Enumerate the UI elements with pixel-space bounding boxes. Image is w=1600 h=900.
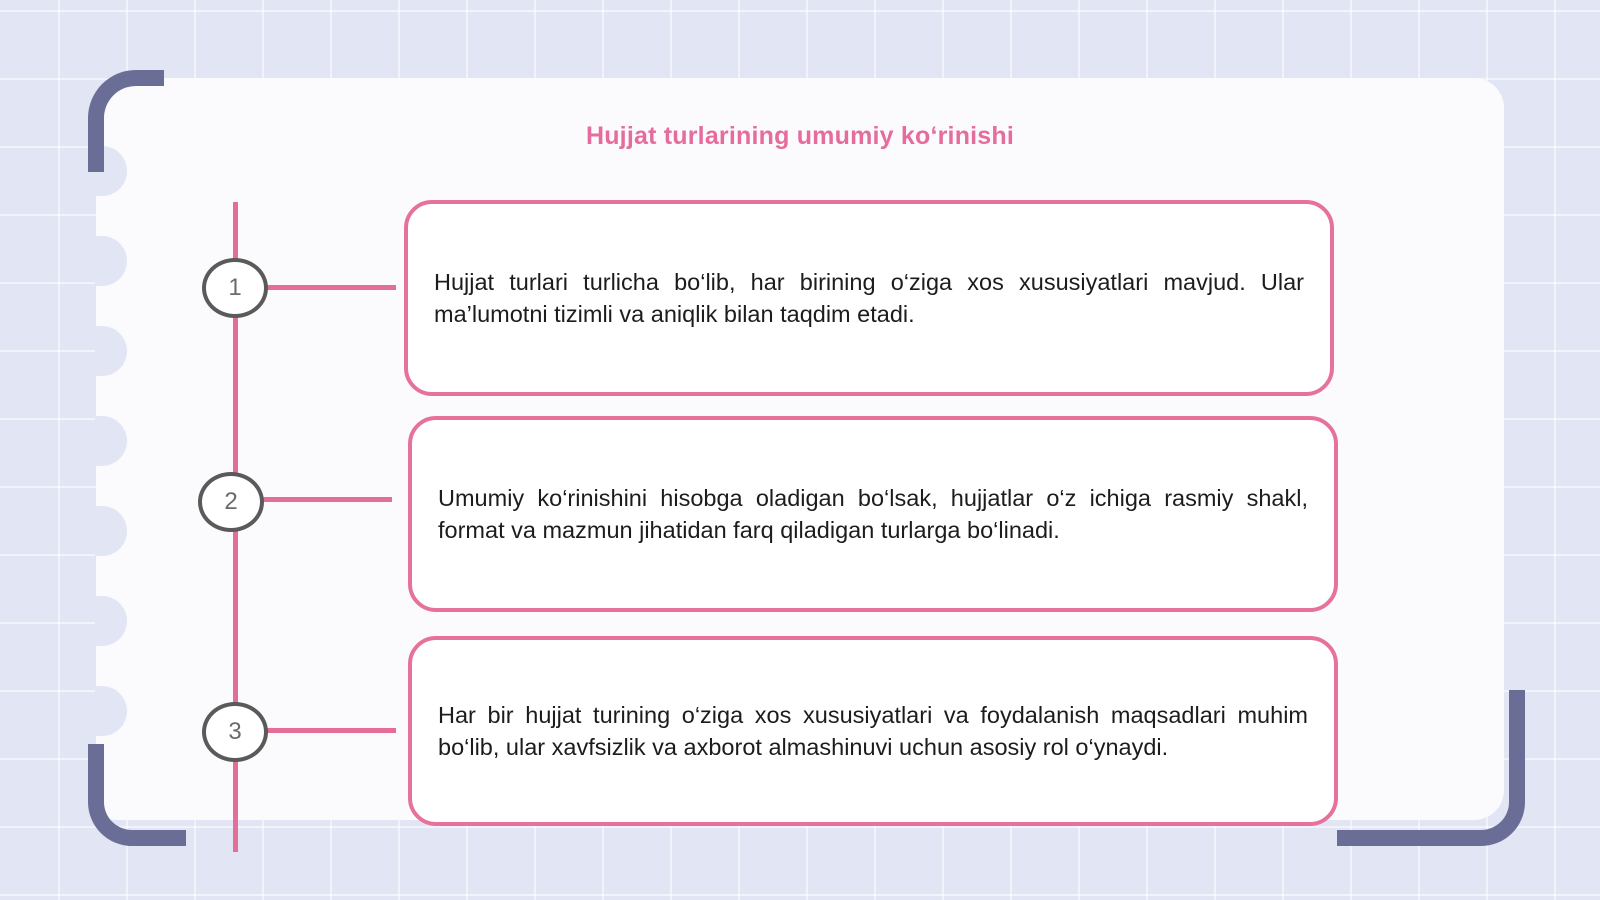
frame-corner-bottom-right [1337,690,1525,846]
step-text-2: Umumiy ko‘rinishini hisobga oladigan bo‘lsak, hujjatlar o‘z ichiga rasmiy shakl, format va mazmun jihatidan farq qiladigan turlarga bo‘linadi. [438,485,1308,543]
timeline-connector [264,728,396,733]
step-card-2 [408,416,1338,612]
frame-corner-top-left [88,70,164,172]
step-card-3 [408,636,1338,826]
timeline-connector [264,285,396,290]
step-number-1: 1 [202,258,268,318]
step-number-3: 3 [202,702,268,762]
step-number-2: 2 [198,472,264,532]
frame-corner-bottom-left [88,744,186,846]
step-text-3: Har bir hujjat turining o‘ziga xos xususiyatlari va foydalanish maqsadlari muhim bo‘lib, ular xavfsizlik va axborot almashinuvi uchun asosiy rol o‘ynaydi. [438,702,1308,760]
step-card-1 [404,200,1334,396]
slide-title: Hujjat turlarining umumiy ko‘rinishi [585,122,1015,150]
timeline-connector [260,497,392,502]
step-text-1: Hujjat turlari turlicha bo‘lib, har birining o‘ziga xos xususiyatlari mavjud. Ular ma’lumotni tizimli va aniqlik bilan taqdim etadi. [434,269,1304,327]
